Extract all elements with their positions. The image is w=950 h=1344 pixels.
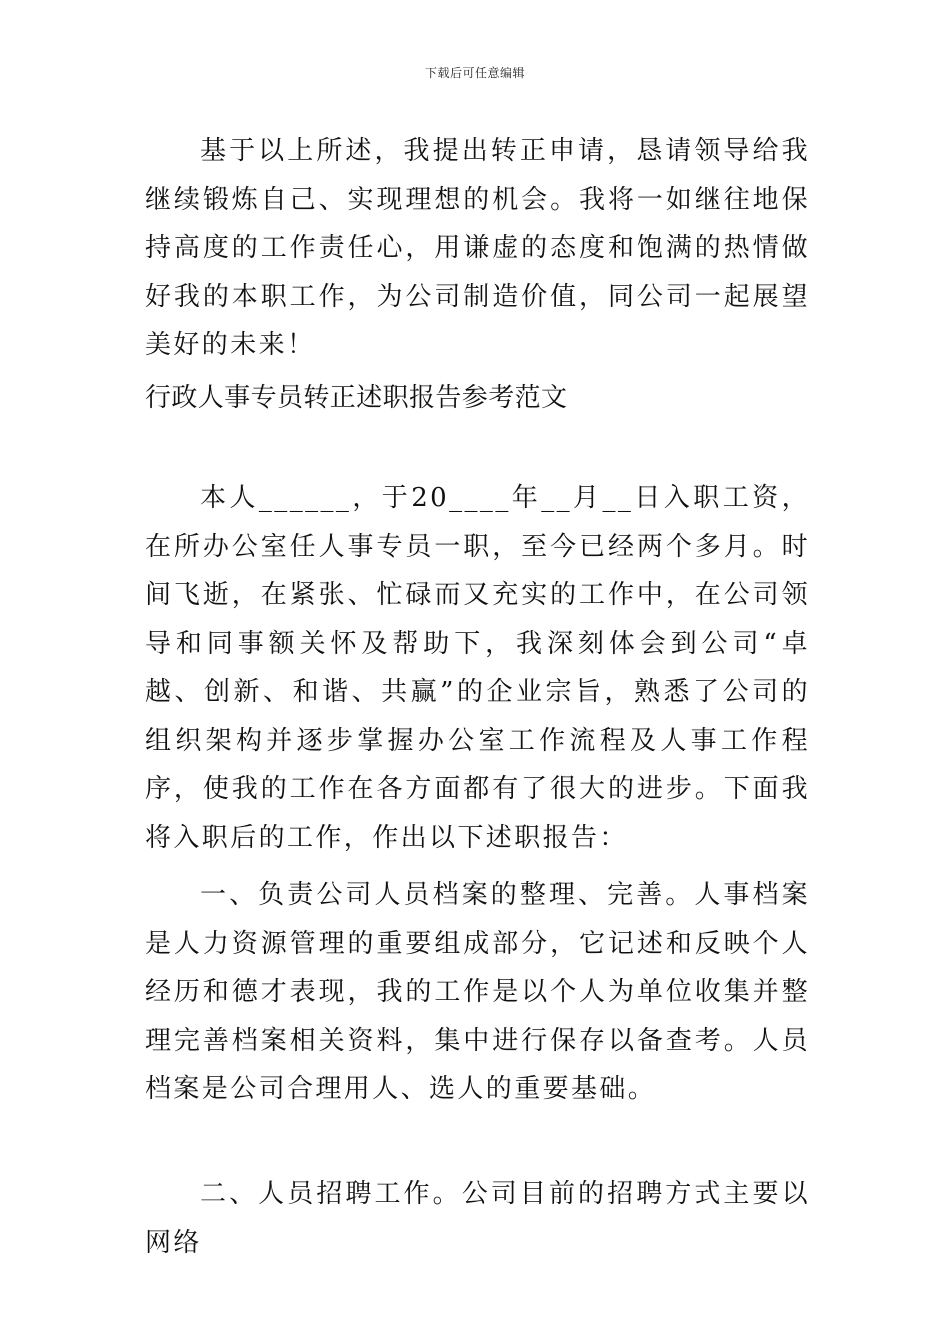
paragraph-introduction: 本人______，于20____年__月__日入职工资，在所办公室任人事专员一职，至今已经两个多月。时间飞逝，在紧张、忙碌而又充实的工作中，在公司领导和同事额关怀及帮助下，我深刻体会到公司“卓越、创新、和谐、共赢”的企业宗旨，熟悉了公司的组织架构并逐步掌握办公室工作流程及人事工作程序，使我的工作在各方面都有了很大的进步。下面我将入职后的工作，作出以下述职报告： — [145, 483, 810, 853]
paragraph-conclusion: 基于以上所述，我提出转正申请，恳请领导给我继续锻炼自己、实现理想的机会。我将一如继往地保持高度的工作责任心，用谦虚的态度和饱满的热情做好我的本职工作，为公司制造价值，同公司一起展望美好的未来！ — [145, 136, 810, 360]
document-title: 行政人事专员转正述职报告参考范文 — [145, 383, 568, 413]
paragraph-section-two: 二、人员招聘工作。公司目前的招聘方式主要以网络 — [145, 1179, 810, 1258]
paragraph-section-one: 一、负责公司人员档案的整理、完善。人事档案是人力资源管理的重要组成部分，它记述和反映个人经历和德才表现，我的工作是以个人为单位收集并整理完善档案相关资料，集中进行保存以备查考。人员档案是公司合理用人、选人的重要基础。 — [145, 880, 810, 1104]
page-header: 下载后可任意编辑 — [424, 66, 525, 80]
